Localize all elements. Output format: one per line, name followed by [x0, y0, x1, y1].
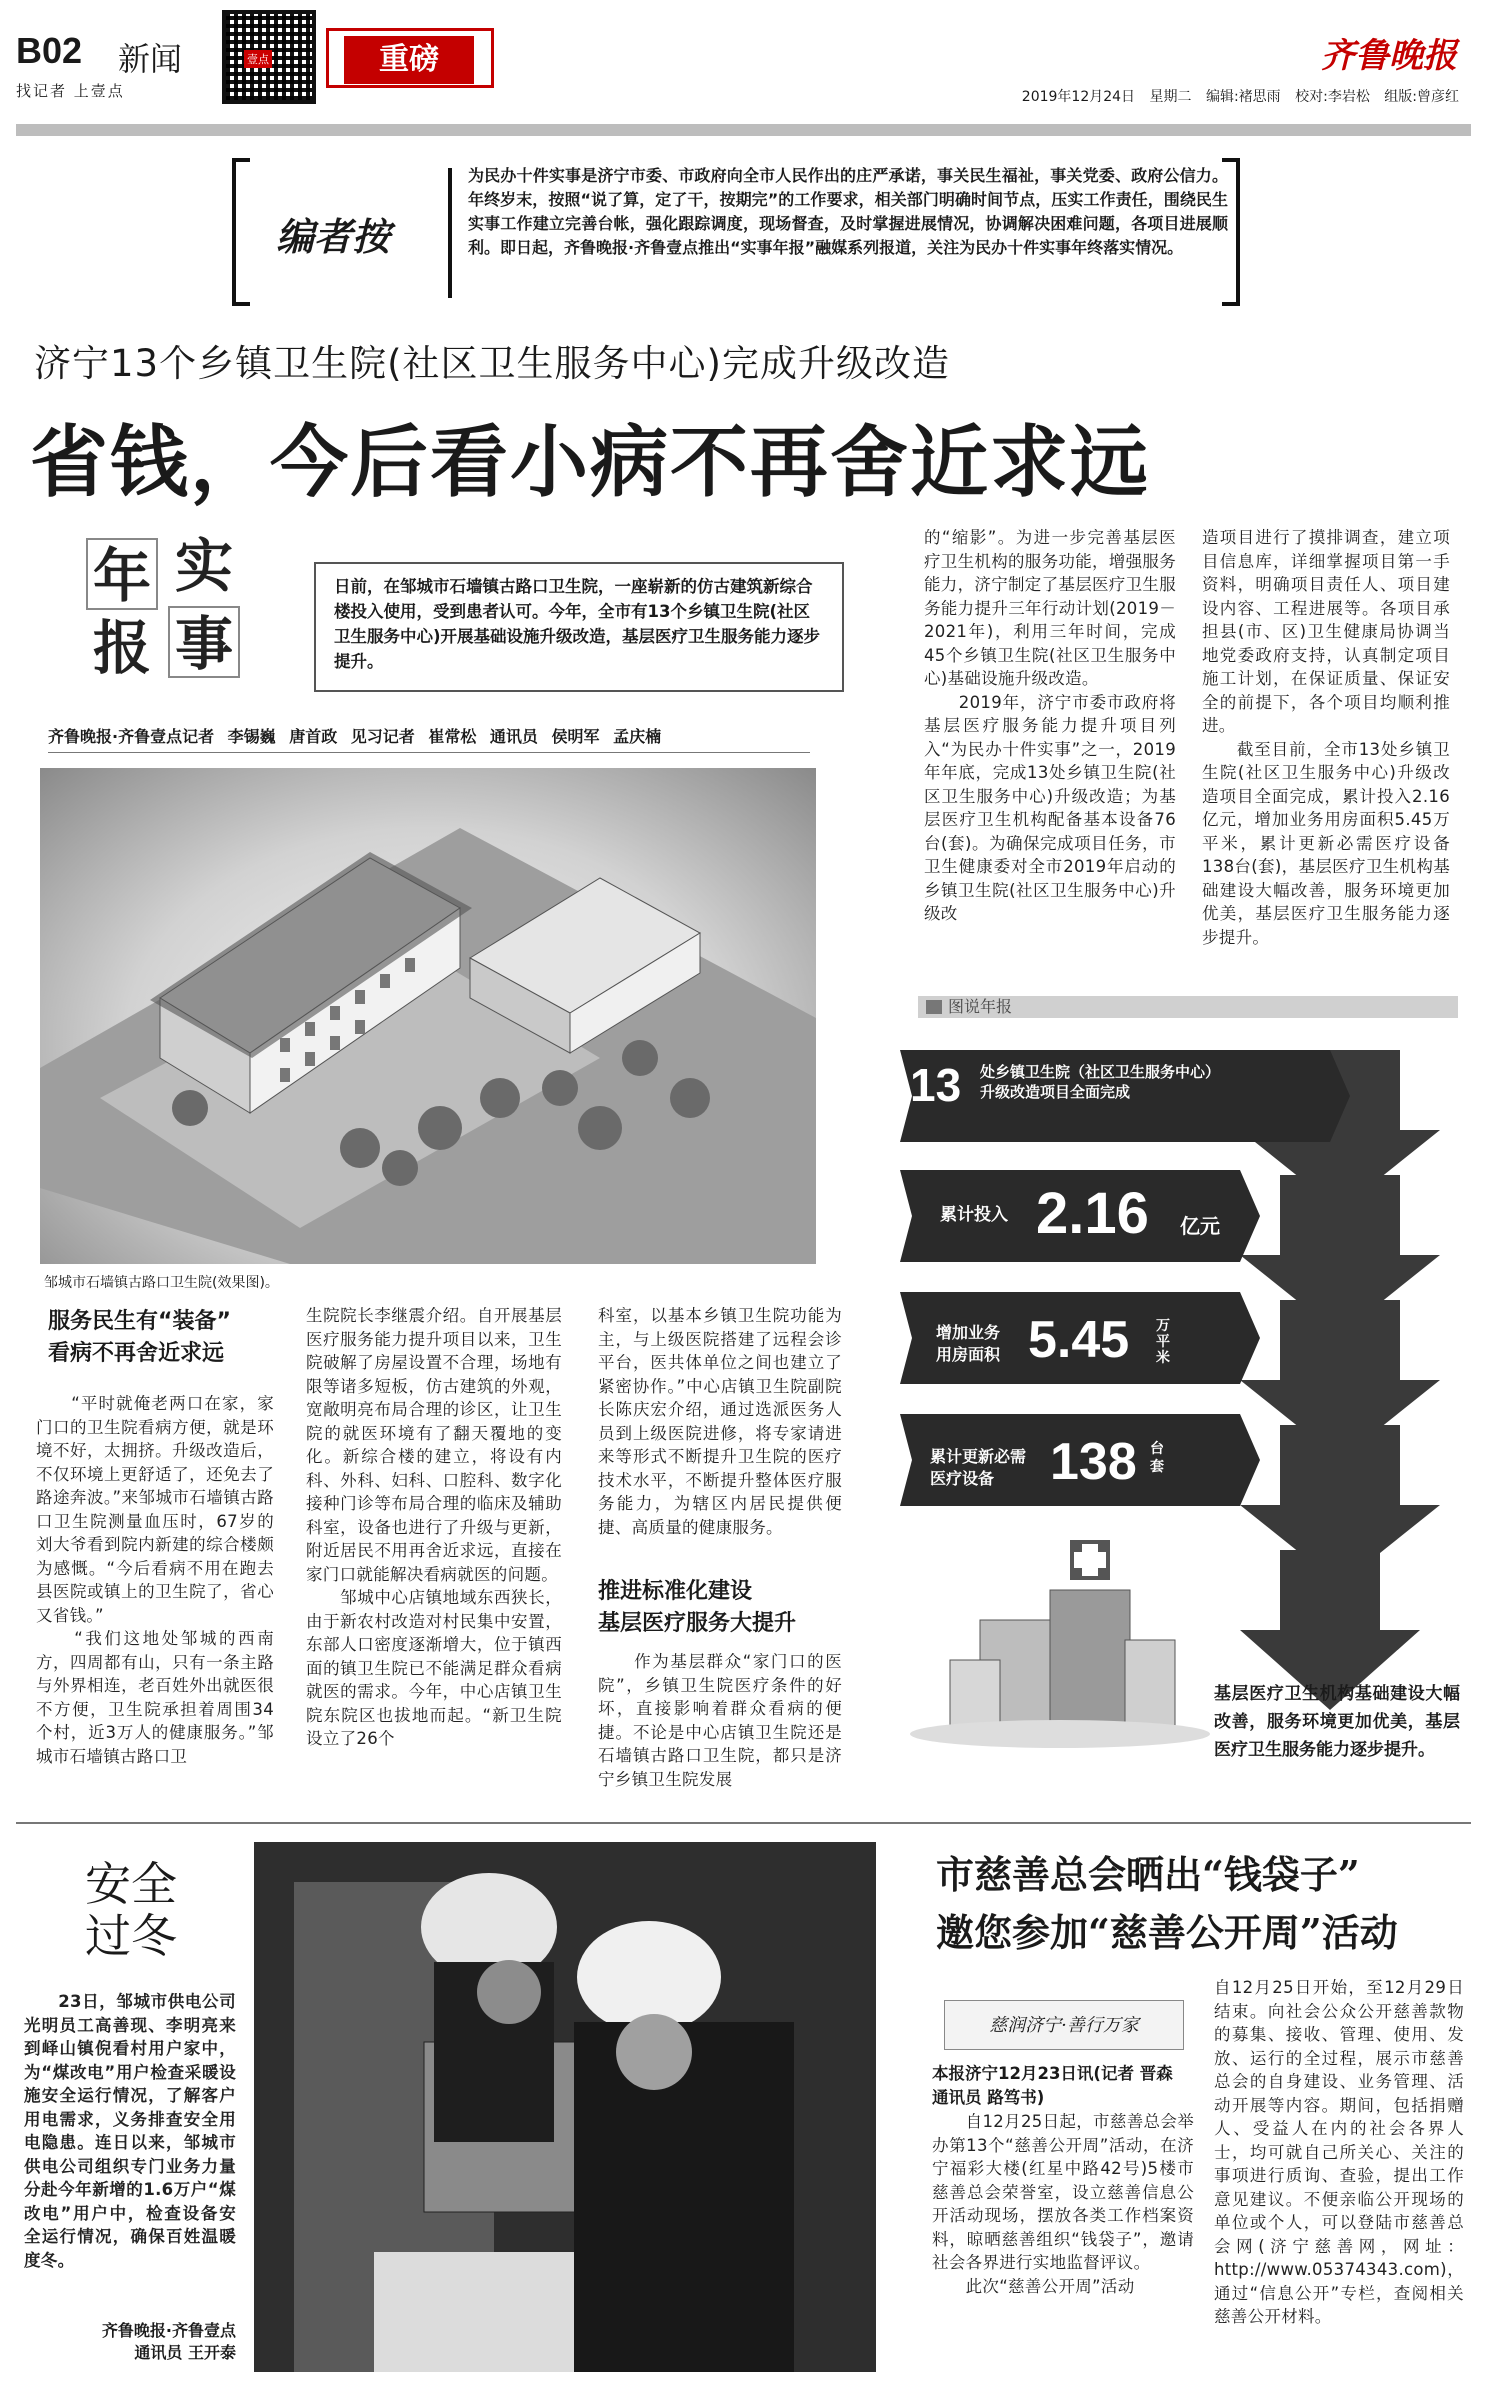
stat-label: 累计更新必需 医疗设备 [930, 1447, 1027, 1488]
stat-number: 5.45 [1028, 1311, 1130, 1369]
section-name: 新闻 [118, 40, 183, 78]
stat-label: 处乡镇卫生院（社区卫生服务中心） 升级改造项目全面完成 [980, 1063, 1221, 1101]
newspaper-logo: 齐鲁晚报 [1321, 36, 1457, 76]
stat-unit: 万平米 [1156, 1318, 1170, 1366]
article-column: 的“缩影”。为进一步完善基层医疗卫生机构的服务功能，增强服务能力，济宁制定了基层医疗卫生服务能力提升三年行动计划(2019－2021年)，利用三年时间，完成45个乡镇卫生院(社区卫生服务中心)基础设施升级改造。 2019年，济宁市委市政府将基层医疗服务能力提升项目列入“为民办十件实事”之一，2019年年底，完成13处乡镇卫生院(社区卫生服务中心)升级改造；为基层医疗卫生机构配备基本设备76台(套)。为确保完成项目任务，市卫生健康委对全市2019年启动的乡镇卫生院(社区卫生服务中心)升级改 [924, 528, 1176, 923]
building-illustration [40, 768, 816, 1264]
stat-number: 138 [1050, 1433, 1137, 1491]
note-bracket-left [232, 158, 250, 306]
image-icon [926, 1000, 942, 1014]
badge-char: 报 [86, 612, 158, 684]
infographic-arrows [900, 1030, 1470, 1750]
infographic-title: 图说年报 [918, 996, 1458, 1018]
charity-byline: 本报济宁12月23日讯(记者 晋森 通讯员 路笃书) [932, 2064, 1173, 2107]
charity-logo: 慈润济宁·善行万家 [944, 2000, 1184, 2050]
electricians-photo [254, 1842, 876, 2372]
charity-text: 自12月25日开始，至12月29日结束。向社会公众公开慈善款物的募集、接收、管理、使用、发放、运行的全过程，展示市慈善总会的自身建设、业务管理、活动开展等内容。期间，包括捐赠人、受益人在内的社会各界人士，均可就自己所关心、关注的事项进行质询、查验，提出工作意见建议。不便亲临公开现场的单位或个人，可以登陆市慈善总会网(济宁慈善网，网址：http://www.05374343.com)，通过“信息公开”专栏，查阅相关慈善公开材料。 [1214, 1978, 1464, 2326]
charity-text: 自12月25日起，市慈善总会举办第13个“慈善公开周”活动，在济宁福彩大楼(红星中路42号)5楼市慈善总会荣誉室，设立慈善信息公开活动现场，摆放各类工作档案资料，晾晒慈善组织“钱袋子”，邀请社会各界进行实地监督评议。 此次“慈善公开周”活动 [932, 2112, 1194, 2296]
badge-char: 实 [168, 530, 240, 602]
stat-unit: 台套 [1150, 1441, 1164, 1475]
brief-title: 安全 过冬 [85, 1857, 177, 1963]
stat-label: 增加业务 用房面积 [936, 1323, 1001, 1364]
charity-headline-2: 邀您参加“慈善公开周”活动 [936, 1910, 1398, 1955]
photo-illustration [254, 1842, 876, 2372]
stat-label: 累计投入 [940, 1205, 1008, 1225]
editor-note-text: 为民办十件实事是济宁市委、市政府向全市人民作出的庄严承诺，事关民生福祉，事关党委、政府公信力。年终岁末，按照“说了算，定了干，按期完”的工作要求，相关部门明确时间节点，压实工作责任，围绕民生实事工作建立完善台帐，强化跟踪调度，现场督查，及时掌握进展情况，协调解决困难问题，各项目进展顺利。即日起，齐鲁晚报·齐鲁壹点推出“实事年报”融媒系列报道，关注为民办十件实事年终落实情况。 [468, 166, 1228, 257]
badge-char: 年 [86, 538, 158, 610]
article-headline: 省钱，今后看小病不再舍近求远 [30, 417, 1151, 508]
page-number: B02 [16, 30, 83, 71]
infographic-note: 基层医疗卫生机构基础建设大幅改善，服务环境更加优美，基层医疗卫生服务能力逐步提升。 [1214, 1684, 1460, 1760]
hospital-icon [910, 1540, 1210, 1748]
article-column: 科室，以基本乡镇卫生院功能为主，与上级医院搭建了远程会诊平台，医共体单位之间也建立了紧密协作。”中心店镇卫生院副院长陈庆宏介绍，通过选派医务人员到上级医院进修，将专家请进来等形式不断提升卫生院的医疗技术水平，不断提升整体医疗服务能力，为辖区内居民提供便捷、高质量的健康服务。 [598, 1306, 842, 1537]
editor-note-title: 编者按 [276, 214, 391, 259]
subheading: 服务民生有“装备” 看病不再舍近求远 [48, 1309, 231, 1366]
article-column: 作为基层群众“家门口的医院”，乡镇卫生院医疗条件的好坏，直接影响着群众看病的便捷。不论是中心店镇卫生院还是石墙镇古路口卫生院，都只是济宁乡镇卫生院发展 [598, 1652, 842, 1789]
qr-label: 壹点 [244, 50, 272, 68]
article-byline: 齐鲁晚报·齐鲁壹点记者 李锡巍 唐首政 见习记者 崔常松 通讯员 侯明军 孟庆楠 [48, 727, 662, 746]
hospital-rendering-photo [40, 768, 816, 1264]
stat-unit: 亿元 [1180, 1214, 1220, 1238]
subheading: 推进标准化建设 基层医疗服务大提升 [598, 1579, 797, 1636]
stat-number: 13 [910, 1059, 962, 1111]
badge-char: 事 [168, 606, 240, 678]
article-column: “平时就俺老两口在家，家门口的卫生院看病方便，就是环境不好，太拥挤。升级改造后，不仅环境上更舒适了，还免去了路途奔波。”来邹城市石墙镇古路口卫生院测量血压时，67岁的刘大爷看到院内新建的综合楼颇为感慨。“今后看病不用在跑去县医院或镇上的卫生院了，省心又省钱。” “我们这地处邹城的西南方，四周都有山，只有一条主路与外界相连，老百姓外出就医很不方便，卫生院承担着周围34个村，近3万人的健康服务。”邹城市石墙镇古路口卫 [36, 1394, 274, 1766]
brief-credit: 齐鲁晚报·齐鲁壹点 通讯员 王开泰 [101, 2321, 236, 2362]
article-column: 生院院长李继震介绍。自开展基层医疗服务能力提升项目以来，卫生院破解了房屋设置不合理，场地有限等诸多短板，仿古建筑的外观，宽敞明亮布局合理的诊区，让卫生院的就医环境有了翻天覆地的变化。新综合楼的建立，将设有内科、外科、妇科、口腔科、数字化接种门诊等布局合理的临床及辅助科室，设备也进行了升级与更新，附近居民不用再舍近求远，直接在家门口就能解决看病就医的问题。 邹城中心店镇地域东西狭长，由于新农村改造对村民集中安置，东部人口密度逐渐增大，位于镇西面的镇卫生院已不能满足群众看病就医的需求。今年，中心店镇卫生院东院区也拔地而起。“新卫生院设立了26个 [306, 1306, 562, 1748]
column-badge [86, 530, 258, 692]
issue-meta: 2019年12月24日 星期二 编辑:褚思雨 校对:李岩松 组版:曾彦红 [1021, 89, 1459, 105]
section-rule [16, 1822, 1471, 1824]
brief-text: 23日，邹城市供电公司光明员工高善现、李明亮来到峄山镇倪看村用户家中，为“煤改电”用户检查采暖设施安全运行情况，了解客户用电需求，义务排查安全用电隐患。连日以来，邹城市供电公司组织专门业务力量分赴今年新增的1.6万户“煤改电”用户中，检查设备安全运行情况，确保百姓温暖度冬。 [24, 1992, 236, 2270]
section-subtitle: 找记者 上壹点 [16, 82, 125, 100]
article-kicker: 济宁13个乡镇卫生院(社区卫生服务中心)完成升级改造 [34, 342, 950, 385]
article-column: 造项目进行了摸排调查，建立项目信息库，详细掌握项目第一手资料，明确项目责任人、项目建设内容、工程进展等。各项目承担县(市、区)卫生健康局协调当地党委政府支持，认真制定项目施工计划，在保证质量、保证安全的前提下，各个项目均顺利推进。 截至目前，全市13处乡镇卫生院(社区卫生服务中心)升级改造项目全面完成，累计投入2.16亿元，增加业务用房面积5.45万平米，累计更新必需医疗设备138台(套)，基层医疗卫生机构基础建设大幅改善，服务环境更加优美，基层医疗卫生服务能力逐步提升。 [1202, 528, 1450, 947]
photo-caption: 邹城市石墙镇古路口卫生院(效果图)。 [44, 1275, 279, 1291]
stat-number: 2.16 [1036, 1181, 1149, 1246]
note-divider [448, 168, 452, 298]
byline-rule [48, 752, 810, 753]
section-tag: 重磅 [344, 36, 474, 84]
article-lead: 日前，在邹城市石墙镇古路口卫生院，一座崭新的仿古建筑新综合楼投入使用，受到患者认可。今年，全市有13个乡镇卫生院(社区卫生服务中心)开展基础设施升级改造，基层医疗卫生服务能力逐步提升。 [334, 577, 821, 671]
header-rule [16, 124, 1471, 136]
charity-headline: 市慈善总会晒出“钱袋子” [936, 1852, 1360, 1897]
